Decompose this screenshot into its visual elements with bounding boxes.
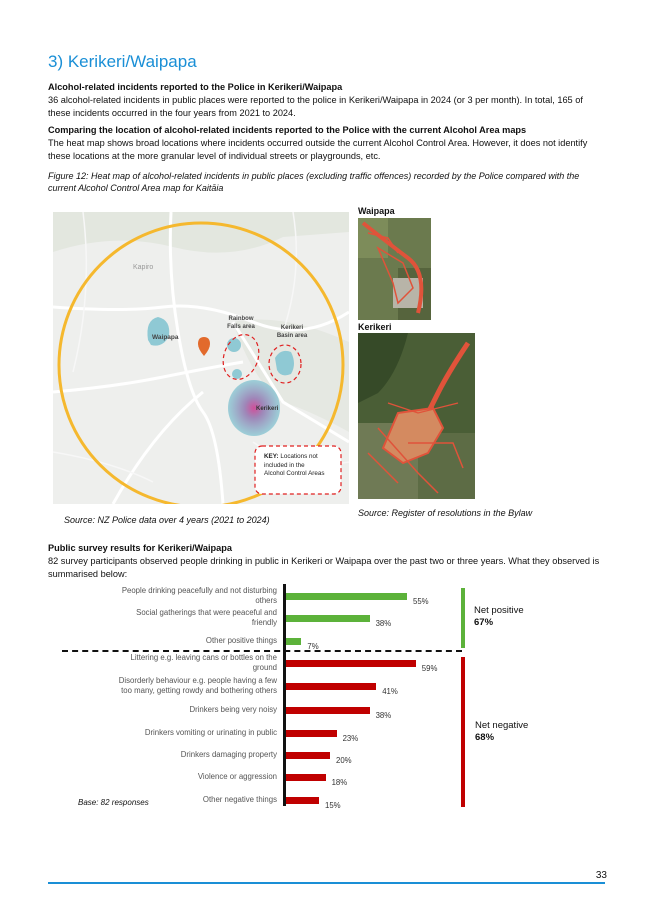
category-label: [67, 586, 277, 606]
bar: [286, 707, 370, 714]
incidents-paragraph: 36 alcohol-related incidents in public places were reported to the police in Kerikeri/Waipapa in 2024 (or 3 per month). In total, 165 of these incidents occurred in the four years from 2021 to 2024.: [48, 95, 583, 118]
category-label: [67, 750, 277, 760]
category-label-line: ground: [252, 663, 277, 672]
category-label: [67, 772, 277, 782]
waipapa-map-title: Waipapa: [358, 206, 395, 216]
category-label-line: too many, getting rowdy and bothering others: [121, 686, 277, 695]
bar: [286, 638, 301, 645]
survey-heading: Public survey results for Kerikeri/Waipapa: [48, 543, 232, 553]
net-negative-label: Net negative 68%: [475, 720, 529, 743]
category-label: [67, 636, 277, 646]
bar: [286, 730, 337, 737]
comparison-paragraph: The heat map shows broad locations where incidents occurred outside the current Alcohol Control Area. However, it does not identify these locations at the more granular level of individual streets or playgrounds, etc.: [48, 138, 588, 161]
source-register: Source: Register of resolutions in the Bylaw: [358, 508, 533, 518]
source-police: Source: NZ Police data over 4 years (2021 to 2024): [64, 515, 270, 525]
survey-paragraph: 82 survey participants observed people drinking in public in Kerikeri or Waipapa over the past two or three years. What they observed is summarised below:: [48, 556, 600, 579]
bar-value-label: 15%: [325, 801, 341, 810]
label-waipapa: Waipapa: [152, 334, 179, 341]
bar-value-label: 23%: [342, 734, 359, 743]
bar: [286, 593, 407, 600]
bar-value-label: 38%: [375, 619, 392, 628]
category-label-line: Other positive things: [205, 636, 277, 645]
kerikeri-aerial-map: [358, 333, 475, 499]
bar-value-label: 59%: [421, 664, 438, 673]
heat-map: [53, 212, 349, 504]
base-note: Base: 82 responses: [78, 798, 149, 807]
category-label-line: Drinkers being very noisy: [189, 705, 277, 714]
category-label: [67, 705, 277, 715]
label-kerikeri-basin: Kerikeri Basin area: [276, 325, 308, 339]
incidents-heading: Alcohol-related incidents reported to the Police in Kerikeri/Waipapa: [48, 82, 343, 92]
label-kapiro: Kapiro: [133, 264, 154, 271]
positive-bracket: [461, 588, 465, 648]
bar: [286, 660, 416, 667]
bar: [286, 774, 326, 781]
bar-value-label: 41%: [382, 687, 398, 696]
bar: [286, 797, 319, 804]
category-label-line: Disorderly behaviour e.g. people having a few: [118, 676, 277, 685]
label-kerikeri: Kerikeri: [256, 406, 279, 412]
category-label-line: Littering e.g. leaving cans or bottles on the: [130, 653, 277, 662]
category-label: [67, 795, 277, 805]
category-label-line: others: [255, 596, 277, 605]
waipapa-aerial-map: [358, 218, 431, 320]
section-title: 3) Kerikeri/Waipapa: [48, 52, 197, 71]
page-number: 33: [595, 870, 607, 881]
category-label-line: Other negative things: [202, 795, 277, 804]
bar-value-label: 20%: [336, 756, 352, 765]
bar-value-label: 7%: [307, 642, 319, 651]
positive-negative-divider: [62, 650, 462, 652]
bar-value-label: 38%: [375, 711, 392, 720]
footer-rule: [48, 882, 605, 884]
comparison-heading: Comparing the location of alcohol-related incidents reported to the Police with the current Alcohol Area maps: [48, 125, 527, 135]
category-label-line: People drinking peacefully and not disturbing: [121, 586, 277, 595]
kerikeri-map-title: Kerikeri: [358, 322, 392, 332]
kerikeri-map-graphic: [358, 333, 475, 499]
bar: [286, 615, 370, 622]
category-label-line: Drinkers vomiting or urinating in public: [144, 728, 277, 737]
category-label: [67, 728, 277, 738]
bar: [286, 683, 376, 690]
bar: [286, 752, 330, 759]
bar-value-label: 55%: [413, 597, 429, 606]
category-label: [67, 653, 277, 673]
bar-value-label: 18%: [331, 778, 348, 787]
category-label: [67, 676, 277, 696]
negative-bracket: [461, 657, 465, 807]
category-label-line: Violence or aggression: [197, 772, 277, 781]
map-key: KEY: Locations not included in the Alcohol Control Areas: [264, 453, 325, 477]
label-rainbow-falls: Rainbow Falls area: [227, 316, 255, 330]
waipapa-map-graphic: [358, 218, 431, 320]
category-label: [67, 608, 277, 628]
figure-caption: Figure 12: Heat map of alcohol-related incidents in public places (excluding traffic offences) recorded by the Police compared with the current Alcohol Control Area map for Kaitāia: [48, 171, 580, 193]
category-label-line: Drinkers damaging property: [180, 750, 277, 759]
net-positive-label: Net positive 67%: [474, 605, 524, 628]
category-label-line: Social gatherings that were peaceful and: [136, 608, 277, 617]
category-label-line: friendly: [251, 618, 277, 627]
